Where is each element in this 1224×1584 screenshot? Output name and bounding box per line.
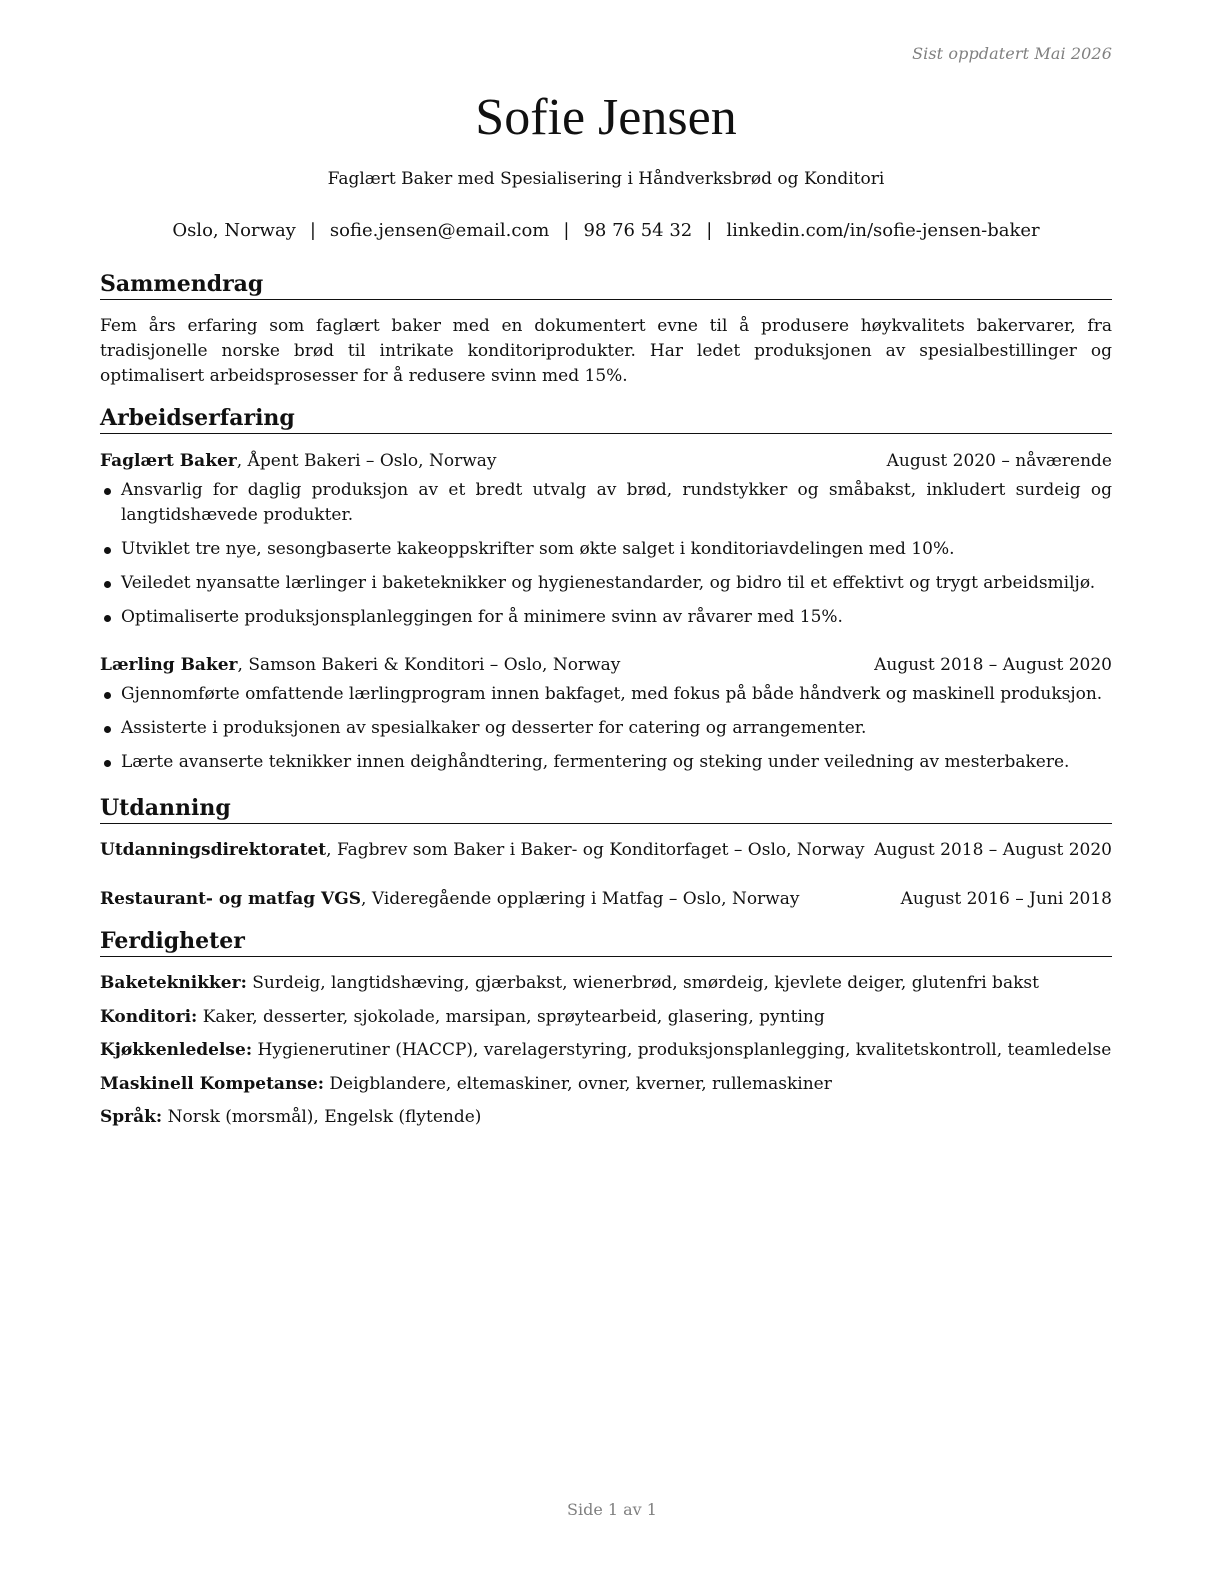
summary-text: Fem års erfaring som faglært baker med en dokumentert evne til å produsere høykvalitets bakervarer, fra tradisjonelle norske brød til intrikate konditoriprodukter. Har ledet produksjonen av spesialbestillinger og optimalisert arbeidsprosesser for å redusere svinn med 15%. <box>100 316 1112 386</box>
job-role: Faglært Baker <box>100 451 237 471</box>
resume-page <box>100 0 1112 1584</box>
job-bullet: Assisterte i produksjonen av spesialkaker og desserter for catering og arrangementer. <box>100 716 1112 741</box>
skill-label: Kjøkkenledelse: <box>100 1040 253 1060</box>
section-title-experience: Arbeidserfaring <box>100 404 1112 434</box>
skill-value: Surdeig, langtidshæving, gjærbakst, wienerbrød, smørdeig, kjevlete deiger, glutenfri bakst <box>246 973 1039 993</box>
job-title-line <box>100 653 620 677</box>
education-entry <box>100 838 1112 862</box>
skill-value: Norsk (morsmål), Engelsk (flytende) <box>162 1107 482 1127</box>
skill-row <box>100 1005 1112 1030</box>
skill-label: Språk: <box>100 1107 163 1127</box>
job-title-line <box>100 449 497 473</box>
job-bullet: Lærte avanserte teknikker innen deighåndtering, fermentering og steking under veiledning av mesterbakere. <box>100 750 1112 775</box>
skill-value: Kaker, desserter, sjokolade, marsipan, sprøytearbeid, glasering, pynting <box>197 1006 825 1027</box>
education-title-line <box>100 838 864 862</box>
education-title-line <box>100 887 799 911</box>
job-bullet: Utviklet tre nye, sesongbaserte kakeoppskrifter som økte salget i konditoriavdelingen med 10%. <box>100 537 1112 562</box>
job-bullet: Optimaliserte produksjonsplanleggingen for å minimere svinn av råvarer med 15%. <box>100 605 1112 630</box>
job-dates: August 2020 – nåværende <box>886 451 1112 471</box>
job-bullet: Veiledet nyansatte lærlinger i baketeknikker og hygienestandarder, og bidro til et effektivt og trygt arbeidsmiljø. <box>100 571 1112 596</box>
professional-tagline: Faglært Baker med Spesialisering i Håndverksbrød og Konditori <box>327 169 885 189</box>
skill-row <box>100 1072 1112 1097</box>
job-bullet-list <box>100 682 1112 784</box>
contact-separator: | <box>309 220 316 241</box>
person-name: Sofie Jensen <box>475 89 737 146</box>
section-title-education: Utdanning <box>100 794 1112 824</box>
skill-label: Konditori: <box>100 1006 198 1027</box>
job-employer: , Samson Bakeri & Konditori – Oslo, Norway <box>237 655 621 675</box>
section-title-summary: Sammendrag <box>100 270 1112 300</box>
contact-phone: 98 76 54 32 <box>583 220 693 241</box>
education-detail: , Videregående opplæring i Matfag – Oslo, Norway <box>361 889 800 909</box>
job-bullet: Gjennomførte omfattende lærlingprogram innen bakfaget, med fokus på både håndverk og maskinell produksjon. <box>100 682 1112 707</box>
skill-value: Deigblandere, eltemaskiner, ovner, kverner, rullemaskiner <box>323 1073 832 1094</box>
skill-row <box>100 971 1112 996</box>
job-header <box>100 449 1112 473</box>
skills-list <box>100 971 1112 1139</box>
skill-row <box>100 1038 1112 1063</box>
contact-separator: | <box>563 220 570 241</box>
job-employer: , Åpent Bakeri – Oslo, Norway <box>236 451 497 471</box>
education-school: Restaurant- og matfag VGS <box>100 889 362 909</box>
education-detail: , Fagbrev som Baker i Baker- og Konditorfaget – Oslo, Norway <box>326 840 865 860</box>
page-number-footer: Side 1 av 1 <box>567 1500 657 1519</box>
contact-linkedin[interactable]: linkedin.com/in/sofie-jensen-baker <box>726 220 1040 241</box>
job-bullet-list <box>100 478 1112 639</box>
skill-row <box>100 1105 1112 1130</box>
skill-value: Hygienerutiner (HACCP), varelagerstyring, produksjonsplanlegging, kvalitetskontroll, teamledelse <box>252 1040 1112 1060</box>
contact-line <box>100 219 1112 243</box>
contact-email[interactable]: sofie.jensen@email.com <box>329 220 550 241</box>
job-dates: August 2018 – August 2020 <box>874 655 1112 675</box>
skill-label: Baketeknikker: <box>100 973 247 993</box>
education-dates: August 2016 – Juni 2018 <box>900 889 1112 909</box>
section-title-skills: Ferdigheter <box>100 927 1112 957</box>
job-bullet: Ansvarlig for daglig produksjon av et bredt utvalg av brød, rundstykker og småbakst, inkludert surdeig og langtidshævede produkter. <box>100 478 1112 528</box>
contact-location: Oslo, Norway <box>172 220 296 241</box>
job-header <box>100 653 1112 677</box>
education-school: Utdanningsdirektoratet <box>100 840 327 860</box>
contact-separator: | <box>706 220 713 241</box>
job-role: Lærling Baker <box>100 655 238 675</box>
skill-label: Maskinell Kompetanse: <box>100 1073 324 1094</box>
education-entry <box>100 887 1112 911</box>
last-updated-note: Sist oppdatert Mai 2026 <box>912 44 1112 63</box>
education-dates: August 2018 – August 2020 <box>874 840 1112 860</box>
